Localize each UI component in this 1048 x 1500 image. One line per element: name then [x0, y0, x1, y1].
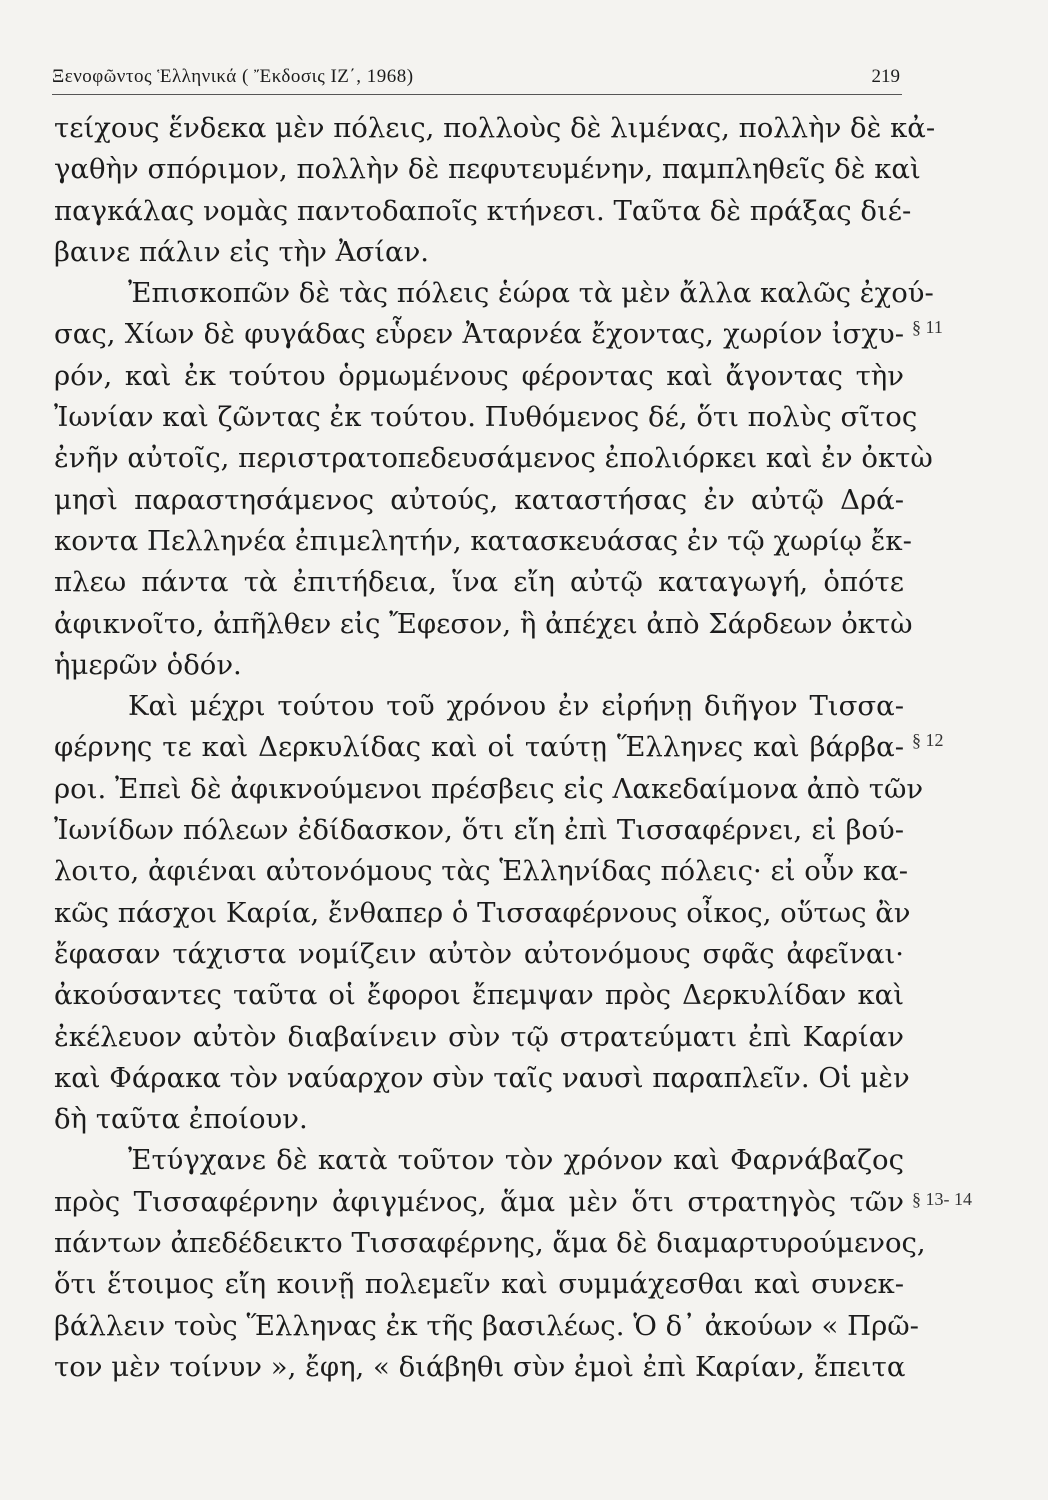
text-line: πάντων ἀπεδέδεικτο Τισσαφέρνης, ἅμα δὲ διαμαρτυρούμενος, — [54, 1227, 926, 1260]
text-line: φέρνης τε καὶ Δερκυλίδας καὶ οἱ ταύτῃ Ἕλληνες καὶ βάρβα- — [54, 731, 904, 764]
text-line: ὅτι ἕτοιμος εἴη κοινῇ πολεμεῖν καὶ συμμάχεσθαι καὶ συνεκ- — [54, 1268, 904, 1301]
text-line: βάλλειν τοὺς Ἕλληνας ἐκ τῆς βασιλέως. Ὁ δ᾽ ἀκούων « Πρῶ- — [54, 1309, 919, 1342]
text-line: Ἰωνίαν καὶ ζῶντας ἐκ τούτου. Πυθόμενος δέ, ὅτι πολὺς σῖτος — [54, 401, 918, 434]
text-line: πλεω πάντα τὰ ἐπιτήδεια, ἵνα εἴη αὐτῷ καταγωγή, ὁπότε — [54, 566, 904, 599]
text-line: Ἰωνίδων πόλεων ἐδίδασκον, ὅτι εἴη ἐπὶ Τισσαφέρνει, εἰ βού- — [54, 814, 904, 847]
text-line: ροι. Ἐπεὶ δὲ ἀφικνούμενοι πρέσβεις εἰς Λακεδαίμονα ἀπὸ τῶν — [54, 772, 924, 805]
text-line: βαινε πάλιν εἰς τὴν Ἀσίαν. — [54, 235, 430, 268]
text-line: ἀκούσαντες ταῦτα οἱ ἔφοροι ἔπεμψαν πρὸς Δερκυλίδαν καὶ — [54, 979, 904, 1012]
section-marker: § 12 — [912, 730, 944, 750]
text-line: ρόν, καὶ ἐκ τούτου ὁρμωμένους φέροντας καὶ ἄγοντας τὴν — [54, 359, 904, 392]
text-line: γαθὴν σπόριμον, πολλὴν δὲ πεφυτευμένην, παμπληθεῖς δὲ καὶ — [54, 153, 921, 186]
text-line: Ἐπισκοπῶν δὲ τὰς πόλεις ἑώρα τὰ μὲν ἄλλα καλῶς ἐχού- — [128, 277, 934, 310]
running-head-title: Ξενοφῶντος Ἑλληνικά ( Ἔκδοσις ΙΖ΄, 1968) — [52, 66, 414, 87]
text-line: δὴ ταῦτα ἐποίουν. — [54, 1103, 308, 1136]
text-line: λοιτο, ἀφιέναι αὐτονόμους τὰς Ἑλληνίδας πόλεις· εἰ οὖν κα- — [54, 855, 909, 888]
text-line: κῶς πάσχοι Καρία, ἔνθαπερ ὁ Τισσαφέρνους οἶκος, οὕτως ἂν — [54, 896, 911, 929]
text-line: ἡμερῶν ὁδόν. — [54, 648, 242, 681]
text-line: τον μὲν τοίνυν », ἔφη, « διάβηθι σὺν ἐμοὶ ἐπὶ Καρίαν, ἔπειτα — [54, 1350, 906, 1383]
text-line: ἀφικνοῖτο, ἀπῆλθεν εἰς Ἔφεσον, ἣ ἀπέχει ἀπὸ Σάρδεων ὀκτὼ — [54, 607, 913, 640]
section-marker: § 13- 14 — [912, 1189, 972, 1209]
text-line: καὶ Φάρακα τὸν ναύαρχον σὺν ταῖς ναυσὶ παραπλεῖν. Οἱ μὲν — [54, 1061, 910, 1094]
text-line: σας, Χίων δὲ φυγάδας εὗρεν Ἀταρνέα ἔχοντας, χωρίον ἰσχυ- — [54, 318, 904, 351]
text-line: πρὸς Τισσαφέρνην ἀφιγμένος, ἅμα μὲν ὅτι στρατηγὸς τῶν — [54, 1185, 904, 1218]
text-line: ἐκέλευον αὐτὸν διαβαίνειν σὺν τῷ στρατεύματι ἐπὶ Καρίαν — [54, 1020, 904, 1053]
section-marker: § 11 — [912, 317, 943, 337]
running-head — [52, 62, 902, 95]
text-line: τείχους ἕνδεκα μὲν πόλεις, πολλοὺς δὲ λιμένας, πολλὴν δὲ κἀ- — [54, 112, 936, 144]
text-line: ἐνῆν αὐτοῖς, περιστρατοπεδευσάμενος ἐπολιόρκει καὶ ἐν ὀκτὼ — [54, 442, 933, 475]
page-number: 219 — [871, 66, 900, 87]
text-line: κοντα Πελληνέα ἐπιμελητήν, κατασκευάσας ἐν τῷ χωρίῳ ἔκ- — [54, 524, 912, 557]
text-line: παγκάλας νομὰς παντοδαποῖς κτήνεσι. Ταῦτα δὲ πράξας διέ- — [54, 194, 912, 227]
text-line: Καὶ μέχρι τούτου τοῦ χρόνου ἐν εἰρήνῃ διῆγον Τισσα- — [128, 690, 904, 723]
text-line: ἔφασαν τάχιστα νομίζειν αὐτὸν αὐτονόμους σφᾶς ἀφεῖναι· — [54, 937, 904, 970]
text-line: Ἐτύγχανε δὲ κατὰ τοῦτον τὸν χρόνον καὶ Φαρνάβαζος — [128, 1144, 904, 1177]
text-line: μησὶ παραστησάμενος αὐτούς, καταστήσας ἐν αὐτῷ Δρά- — [54, 483, 904, 516]
